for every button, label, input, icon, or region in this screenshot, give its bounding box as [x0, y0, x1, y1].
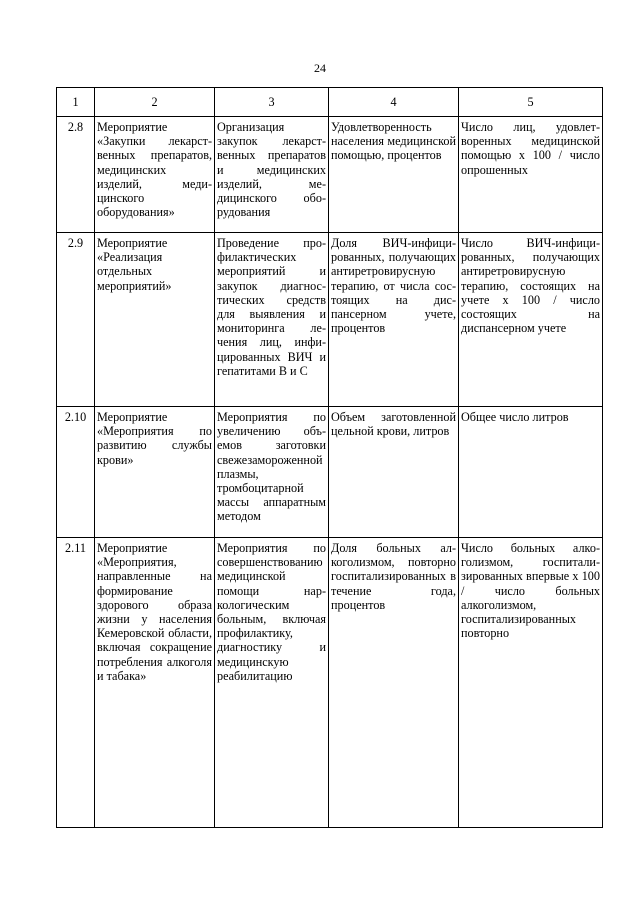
column-header-2: 2	[95, 88, 215, 117]
activity-name: Мероприятие «Реализация отдельных мероприятий»	[95, 233, 215, 407]
indicator-name: Объем заготовленной цельной крови, литров	[329, 407, 459, 538]
table-row	[57, 233, 603, 407]
indicator-name: Доля ВИЧ-инфицированных, получающих антиретровирусную терапию, от числа состоящих на диспансерном учете, процентов	[329, 233, 459, 407]
column-header-5: 5	[459, 88, 603, 117]
calculation-formula: Число лиц, удовлетворенных медицинской помощью х 100 / число опрошенных	[459, 117, 603, 233]
calculation-formula: Число больных алкоголизмом, госпитализированных впервые х 100 / число больных алкоголизмом, госпитализированных повторно	[459, 538, 603, 828]
activity-content: Мероприятия по совершенствованию медицинской помощи наркологическим больным, включая профилактику, диагностику и медицинскую реабилитацию	[215, 538, 329, 828]
row-number: 2.11	[57, 538, 95, 828]
indicator-name: Доля больных алкоголизмом, повторно госпитализированных в течение года, процентов	[329, 538, 459, 828]
activity-name: Мероприятие «Мероприятия, направленные на формирование здорового образа жизни у населения Кемеровской области, включая сокращение потребления алкоголя и табака»	[95, 538, 215, 828]
calculation-formula: Число ВИЧ-инфицированных, получающих антиретровирусную терапию, состоящих на учете х 100 / число состоящих на диспансерном учете	[459, 233, 603, 407]
activity-content: Организация закупок лекарственных препаратов и медицинских изделий, медицинского оборудования	[215, 117, 329, 233]
activity-name: Мероприятие «Мероприятия по развитию службы крови»	[95, 407, 215, 538]
measures-table	[56, 87, 603, 828]
table-row	[57, 117, 603, 233]
column-header-4: 4	[329, 88, 459, 117]
row-number: 2.8	[57, 117, 95, 233]
indicator-name: Удовлетворенность населения медицинской помощью, процентов	[329, 117, 459, 233]
calculation-formula: Общее число литров	[459, 407, 603, 538]
activity-content: Проведение профилактических мероприятий и закупок диагностических средств для выявления и мониторинга лечения лиц, инфицированных ВИЧ и гепатитами В и С	[215, 233, 329, 407]
activity-name: Мероприятие «Закупки лекарственных препаратов, медицинских изделий, медицинского оборудования»	[95, 117, 215, 233]
row-number: 2.9	[57, 233, 95, 407]
row-number: 2.10	[57, 407, 95, 538]
table-row	[57, 407, 603, 538]
table-header-row	[57, 88, 603, 117]
page-number: 24	[314, 61, 326, 75]
activity-content: Мероприятия по увеличению объемов заготовки свежезамороженной плазмы, тромбоцитарной массы аппаратным методом	[215, 407, 329, 538]
column-header-3: 3	[215, 88, 329, 117]
column-header-1: 1	[57, 88, 95, 117]
table-row	[57, 538, 603, 828]
